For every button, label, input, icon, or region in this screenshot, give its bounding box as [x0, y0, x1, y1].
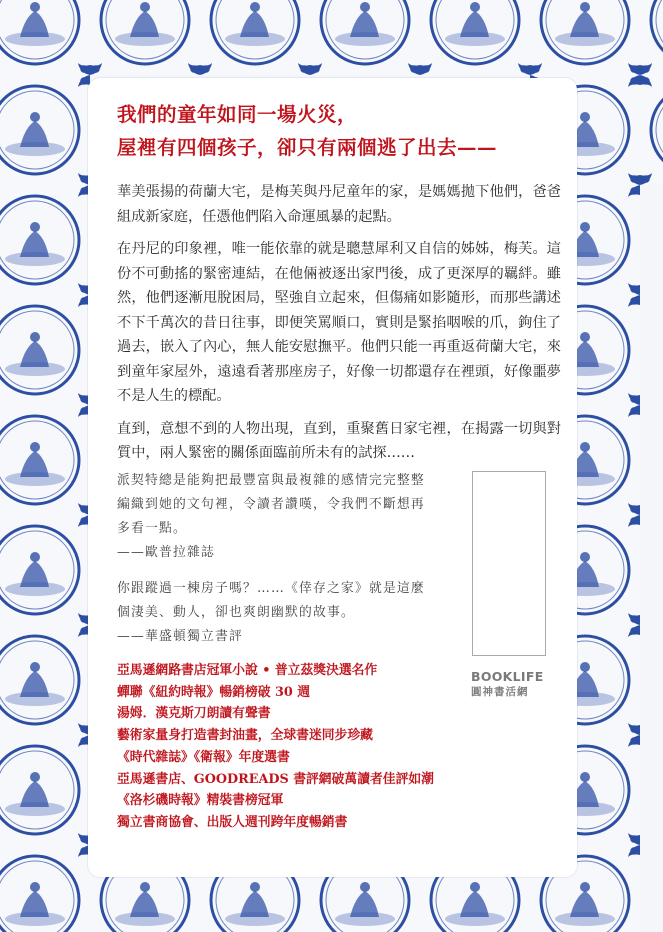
quote-source: ——歐普拉雜誌	[117, 545, 215, 560]
award-item: 亞馬遜書店、GOODREADS 書評網破萬讀者佳評如潮	[117, 771, 434, 787]
quote-line: 個淒美、動人，卻也爽朗幽默的故事。	[117, 605, 355, 620]
booklife-logo-text: BOOKLIFE	[471, 669, 544, 684]
quote-source: ——華盛頓獨立書評	[117, 629, 243, 644]
synopsis-paragraph-3: 直到，意想不到的人物出現，直到，重聚舊日家宅裡，在揭露一切與對質中，兩人緊密的關係面臨前所未有的試探……	[117, 420, 561, 461]
award-item: 《洛杉磯時報》精裝書榜冠軍	[117, 793, 284, 809]
synopsis	[117, 180, 561, 466]
award-item: 亞馬遜網路書店冠軍小說 • 普立茲獎決選名作	[117, 663, 378, 678]
quote-line: 多看一點。	[117, 521, 187, 536]
quote-line: 派契特總是能夠把最豐富與最複雜的感情完完整整	[117, 473, 425, 488]
headline-line-2: 屋裡有四個孩子，卻只有兩個逃了出去——	[117, 136, 498, 159]
quote-line: 你跟蹤過一棟房子嗎？……《倖存之家》就是這麼	[117, 581, 425, 596]
award-item: 《時代雜誌》《衛報》年度選書	[117, 749, 290, 765]
awards-list	[117, 660, 457, 834]
award-item: 藝術家量身打造書封油畫，全球書迷同步珍藏	[117, 728, 373, 744]
review-quotes	[117, 469, 467, 661]
award-item: 獨立書商協會、出版人週刊跨年度暢銷書	[117, 814, 348, 830]
review-quote-washington	[117, 577, 467, 649]
award-item: 湯姆．漢克斯刀朗讀有聲書	[117, 706, 271, 722]
headline	[117, 98, 557, 164]
booklife-logo	[471, 670, 551, 700]
synopsis-paragraph-1: 華美張揚的荷蘭大宅，是梅芙與丹尼童年的家，是媽媽拋下他們，爸爸組成新家庭，任憑他們陷入命運風暴的起點。	[117, 184, 561, 225]
headline-line-1: 我們的童年如同一場火災，	[117, 103, 358, 126]
booklife-subtitle: 圓神書活網	[471, 686, 529, 698]
quote-line: 編織到她的文句裡，令讀者讚嘆，令我們不斷想再	[117, 497, 425, 512]
synopsis-paragraph-2: 在丹尼的印象裡，唯一能依靠的就是聰慧犀利又自信的姊姊，梅芙。這份不可動搖的緊密連結，在他倆被逐出家門後，成了更深厚的羈絆。雖然，他們逐漸甩脫困局，堅強自立起來，但傷痛如影隨形，而那些講述不下千萬次的昔日往事，即便笑罵順口，實則是緊掐咽喉的爪，鉤住了過去，嵌入了內心，無人能安慰撫平。他們只能一再重返荷蘭大宅，來到童年家屋外，遠遠看著那座房子，好像一切都還存在裡頭，好像噩夢不是人生的標配。	[117, 241, 561, 404]
review-quote-oprah	[117, 469, 467, 565]
award-item: 蟬聯《紐約時報》暢銷榜破 30 週	[117, 684, 311, 700]
barcode-box	[472, 471, 546, 656]
